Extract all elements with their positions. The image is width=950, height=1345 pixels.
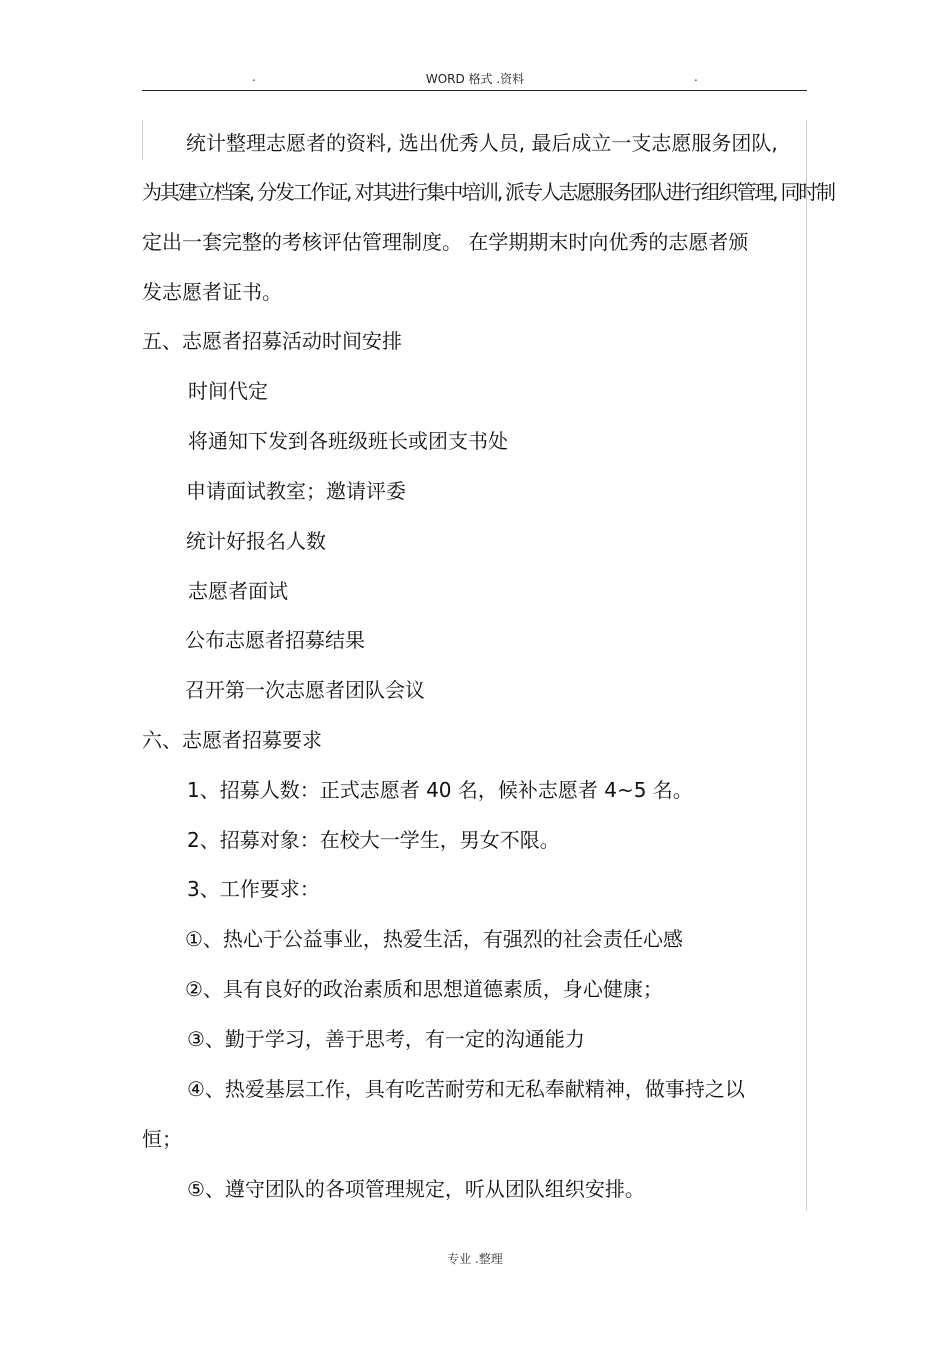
schedule-item-5: 志愿者面试	[188, 579, 288, 603]
paragraph-line-2: 为其建立档案, 分发工作证, 对其进行集中培训, 派专人志愿服务团队进行组织管理, 同时制	[142, 180, 834, 204]
requirement-item-3: 3、工作要求：	[187, 877, 320, 901]
requirement-item-1: 1、招募人数：正式志愿者 40 名，候补志愿者 4~5 名。	[187, 778, 693, 802]
requirement-item-2: 2、招募对象：在校大一学生，男女不限。	[187, 828, 560, 852]
header-rule	[142, 90, 807, 91]
work-requirement-3: ③、勤于学习，善于思考，有一定的沟通能力	[187, 1027, 585, 1051]
work-requirement-2: ②、具有良好的政治素质和思想道德素质，身心健康；	[185, 977, 663, 1001]
page-frame-right-border	[806, 120, 807, 1210]
schedule-item-1: 时间代定	[188, 379, 268, 403]
schedule-item-6: 公布志愿者招募结果	[185, 628, 365, 652]
section-heading-five: 五、志愿者招募活动时间安排	[142, 329, 402, 353]
page-footer: 专业 .整理	[447, 1252, 503, 1266]
page-frame-left-border	[142, 120, 143, 160]
schedule-item-4: 统计好报名人数	[186, 529, 326, 553]
header-right-mark: .	[694, 70, 698, 84]
header-title: WORD 格式 .资料	[425, 72, 525, 86]
schedule-item-7: 召开第一次志愿者团队会议	[185, 678, 425, 702]
section-heading-six: 六、志愿者招募要求	[142, 728, 322, 752]
work-requirement-4-continued: 恒；	[142, 1127, 182, 1151]
header-left-mark: .	[252, 70, 256, 84]
schedule-item-2: 将通知下发到各班级班长或团支书处	[188, 429, 508, 453]
schedule-item-3: 申请面试教室；邀请评委	[186, 479, 406, 503]
paragraph-line-1: 统计整理志愿者的资料, 选出优秀人员, 最后成立一支志愿服务团队,	[186, 131, 778, 155]
paragraph-line-3: 定出一套完整的考核评估管理制度。 在学期期末时向优秀的志愿者颁	[142, 230, 749, 254]
work-requirement-5: ⑤、遵守团队的各项管理规定，听从团队组织安排。	[187, 1177, 645, 1201]
work-requirement-4: ④、热爱基层工作，具有吃苦耐劳和无私奉献精神，做事持之以	[187, 1077, 745, 1101]
work-requirement-1: ①、热心于公益事业，热爱生活，有强烈的社会责任心感	[185, 927, 683, 951]
paragraph-line-4: 发志愿者证书。	[142, 280, 282, 304]
